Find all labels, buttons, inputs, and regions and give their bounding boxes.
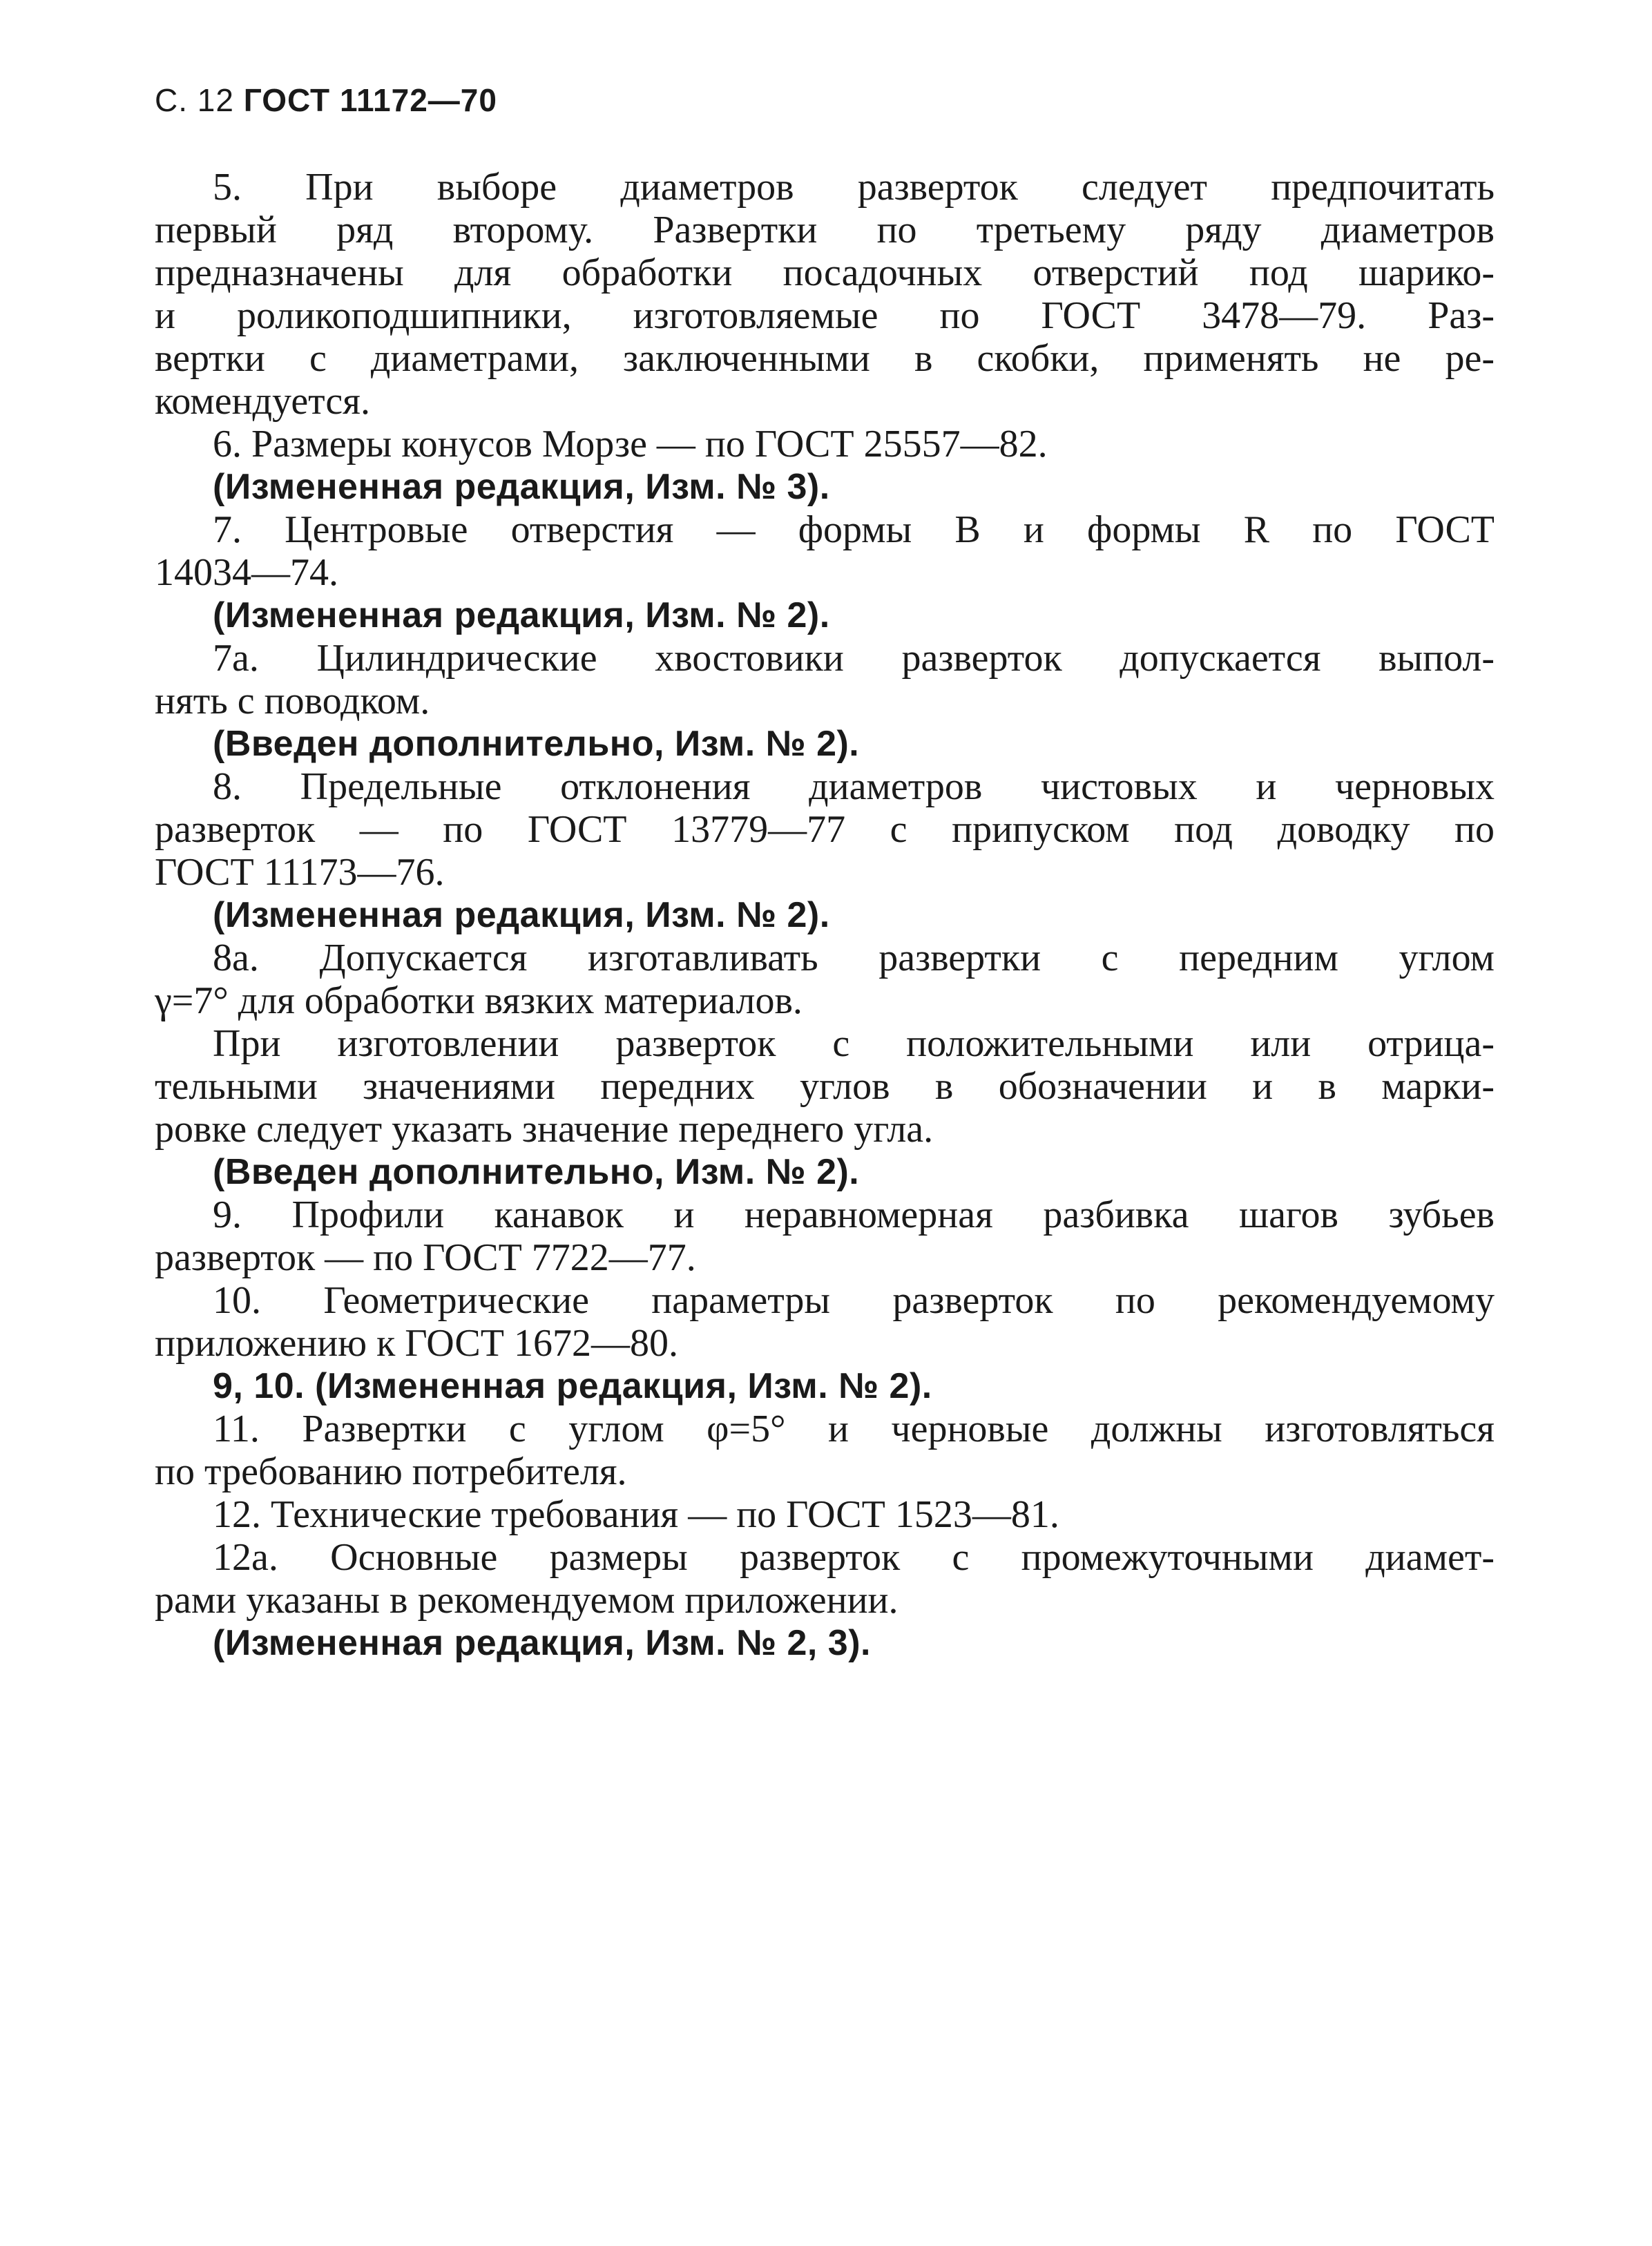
text-line: 7а. Цилиндрические хвостовики разверток допускается выпол-: [213, 637, 1495, 680]
text-line: рами указаны в рекомендуемом приложении.: [155, 1579, 899, 1622]
text-line: 8. Предельные отклонения диаметров чистовых и черновых: [213, 765, 1495, 808]
text-line: 7. Центровые отверстия — формы В и формы R по ГОСТ: [213, 508, 1495, 551]
text-line: 12. Технические требования — по ГОСТ 1523—81.: [213, 1493, 1059, 1536]
text-line: приложению к ГОСТ 1672—80.: [155, 1322, 678, 1365]
text-line: 10. Геометрические параметры разверток по рекомендуемому: [213, 1279, 1495, 1322]
text-line: разверток — по ГОСТ 13779—77 с припуском под доводку по: [155, 808, 1495, 851]
document-body: [155, 166, 1495, 1664]
text-line: разверток — по ГОСТ 7722—77.: [155, 1236, 696, 1279]
text-line: тельными значениями передних углов в обозначении и в марки-: [155, 1065, 1495, 1108]
amendment-note: (Введен дополнительно, Изм. № 2).: [213, 724, 860, 764]
text-line: 14034—74.: [155, 551, 338, 594]
text-line: 9. Профили канавок и неравномерная разбивка шагов зубьев: [213, 1193, 1495, 1236]
amendment-note: (Введен дополнительно, Изм. № 2).: [213, 1152, 860, 1192]
amendment-note: 9, 10. (Измененная редакция, Изм. № 2).: [213, 1366, 932, 1406]
text-line: нять с поводком.: [155, 680, 430, 722]
text-line: 5. При выборе диаметров разверток следует предпочитать: [213, 166, 1495, 209]
text-line: комендуется.: [155, 380, 370, 423]
text-line: 11. Развертки с углом φ=5° и черновые должны изготовляться: [213, 1408, 1495, 1450]
text-line: ГОСТ 11173—76.: [155, 851, 445, 894]
page-header: [155, 81, 497, 119]
text-line: по требованию потребителя.: [155, 1450, 627, 1493]
text-line: первый ряд второму. Развертки по третьему ряду диаметров: [155, 209, 1495, 251]
amendment-note: (Измененная редакция, Изм. № 2).: [213, 895, 830, 935]
amendment-note: (Измененная редакция, Изм. № 2).: [213, 595, 830, 635]
document-code: ГОСТ 11172—70: [243, 82, 497, 118]
text-line: 6. Размеры конусов Морзе — по ГОСТ 25557—82.: [213, 423, 1048, 465]
page-number: С. 12: [155, 82, 234, 118]
text-line: предназначены для обработки посадочных отверстий под шарико-: [155, 251, 1495, 294]
text-line: ровке следует указать значение переднего угла.: [155, 1108, 934, 1151]
text-line: и роликоподшипники, изготовляемые по ГОСТ 3478—79. Раз-: [155, 294, 1495, 337]
text-line: 12а. Основные размеры разверток с промежуточными диамет-: [213, 1536, 1495, 1579]
amendment-note: (Измененная редакция, Изм. № 3).: [213, 467, 830, 507]
text-line: 8а. Допускается изготавливать развертки с передним углом: [213, 937, 1495, 979]
text-line: γ=7° для обработки вязких материалов.: [155, 979, 803, 1022]
amendment-note: (Измененная редакция, Изм. № 2, 3).: [213, 1623, 871, 1663]
text-line: вертки с диаметрами, заключенными в скобки, применять не ре-: [155, 337, 1495, 380]
text-line: При изготовлении разверток с положительными или отрица-: [213, 1022, 1495, 1065]
